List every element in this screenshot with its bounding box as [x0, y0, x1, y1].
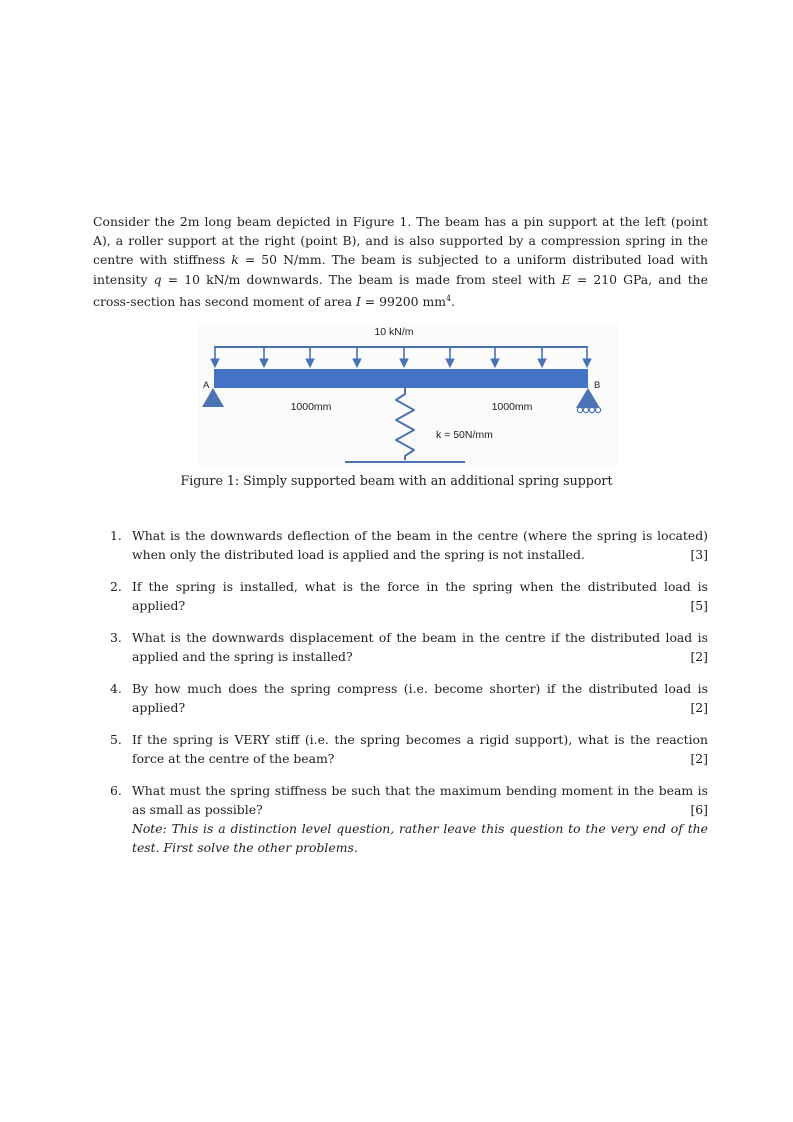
question-text: What is the downwards deflection of the beam in the centre (where the spring is located) when only the distributed load is applied and the spring is not installed. [132, 528, 708, 562]
load-label: 10 kN/m [374, 326, 414, 338]
question-item [110, 526, 708, 564]
problem-statement: Consider the 2m long beam depicted in Figure 1. The beam has a pin support at the left (point A), a roller support at the right (point B), and is also supported by a compression spring in the centre with stiffness k = 50 N/mm. The beam is subjected to a uniform distributed load with intensity q = 10 kN/m downwards. The beam is made from steel with E = 210 GPa, and the cross-section has second moment of area I = 99200 $mm^4$. [93, 214, 708, 309]
k-symbol: k [231, 252, 239, 268]
question-text: If the spring is installed, what is the force in the spring when the distributed load is applied? [132, 579, 708, 613]
question-number: 5. [110, 732, 122, 747]
question-number: 4. [110, 681, 122, 696]
question-mark: [2] [690, 751, 708, 766]
question-number: 2. [110, 579, 122, 594]
point-a-label: A [203, 380, 210, 391]
beam [214, 369, 588, 388]
question-item [110, 730, 708, 768]
question-text: What must the spring stiffness be such that the maximum bending moment in the beam is as small as possible? [132, 783, 708, 817]
question-item [110, 679, 708, 717]
question-text: What is the downwards displacement of the beam in the centre if the distributed load is applied and the spring is installed? [132, 630, 708, 664]
figure-background [198, 322, 618, 467]
question-mark: [2] [690, 649, 708, 664]
figure-caption: Figure 1: Simply supported beam with an additional spring support [180, 473, 613, 488]
i-symbol: I [355, 293, 361, 309]
question-mark: [6] [690, 802, 708, 817]
left-span-label: 1000mm [290, 401, 332, 413]
question-mark: [2] [690, 700, 708, 715]
q-symbol: q [153, 271, 162, 287]
point-b-label: B [594, 380, 601, 391]
question-text: By how much does the spring compress (i.e. become shorter) if the distributed load is applied? [132, 681, 708, 715]
question-item [110, 577, 708, 615]
question-number: 3. [110, 630, 122, 645]
question-note: Note: This is a distinction level question, rather leave this question to the very end of the test. First solve the other problems. [132, 821, 708, 855]
e-symbol: E [561, 271, 571, 287]
question-mark: [3] [690, 547, 708, 562]
question-mark: [5] [690, 598, 708, 613]
question-list [110, 526, 708, 870]
spring-label: k = 50N/mm [436, 429, 493, 441]
question-item [110, 628, 708, 666]
question-item [110, 781, 708, 857]
exponent: 4 [445, 293, 452, 303]
question-text: If the spring is VERY stiff (i.e. the spring becomes a rigid support), what is the reaction force at the centre of the beam? [132, 732, 708, 766]
question-number: 1. [110, 528, 122, 543]
beam-figure [198, 322, 618, 467]
question-number: 6. [110, 783, 122, 798]
right-span-label: 1000mm [491, 401, 533, 413]
